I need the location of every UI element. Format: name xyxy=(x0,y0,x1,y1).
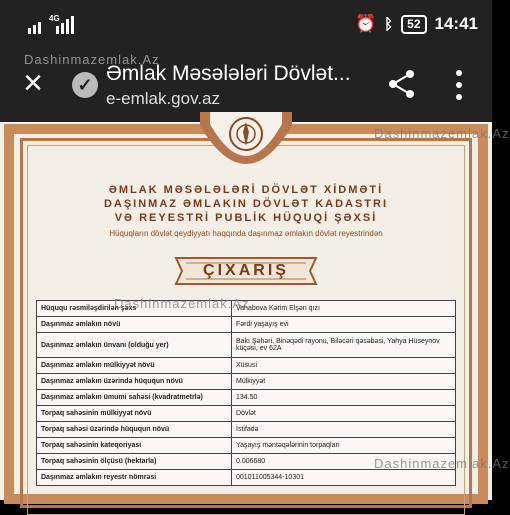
document-title: ÇIXARIŞ xyxy=(203,262,289,279)
field-value: Xüsusi xyxy=(232,358,456,374)
share-icon[interactable] xyxy=(386,68,418,100)
field-value: Bakı Şəhəri, Binəqədi rayonu, Biləcəri qəsəbəsi, Yahya Hüseynov küçəsi, ev 62A xyxy=(232,333,456,358)
watermark: Dashinmazemlak.Az xyxy=(114,296,250,311)
verified-site-icon[interactable]: ✓ xyxy=(72,72,98,98)
heading-line-1: ƏMLAK MƏSƏLƏLƏRİ DÖVLƏT XİDMƏTİ xyxy=(108,184,384,196)
field-label: Daşınmaz əmlakın reyestr nömrəsi xyxy=(37,470,232,486)
field-label: Torpaq sahəsi üzərində hüququn növü xyxy=(37,422,232,438)
field-label: Torpaq sahəsinin kateqoriyası xyxy=(37,438,232,454)
table-row xyxy=(37,390,456,406)
field-value: 134.50 xyxy=(232,390,456,406)
field-value: Yaşayış məntəqələrinin torpaqları xyxy=(232,438,456,454)
field-label: Daşınmaz əmlakın ünvanı (olduğu yer) xyxy=(37,333,232,358)
field-label: Hüququ rəsmiləşdirilən şəxs xyxy=(37,301,232,317)
field-label: Daşınmaz əmlakın üzərində hüququn növü xyxy=(37,374,232,390)
table-row xyxy=(37,438,456,454)
heading-line-3: VƏ REYESTRİ PUBLİK HÜQUQİ ŞƏXSİ xyxy=(114,212,378,224)
field-value: Mülkiyyət xyxy=(232,374,456,390)
network-type: 4G xyxy=(49,14,60,23)
document-image xyxy=(0,122,510,500)
table-row xyxy=(37,374,456,390)
field-value: Dövlət xyxy=(232,406,456,422)
field-value: İstifadə xyxy=(232,422,456,438)
watermark: Dashinmazemlak.Az xyxy=(374,126,510,141)
close-icon[interactable]: × xyxy=(23,64,43,102)
heading-line-2: DAŞINMAZ ƏMLAKIN DÖVLƏT KADASTRI xyxy=(103,198,389,210)
field-label: Daşınmaz əmlakın mülkiyyət növü xyxy=(37,358,232,374)
bluetooth-icon: ᛒ xyxy=(384,15,394,33)
field-value: Vahabova Kərim Elşən qızı xyxy=(232,301,456,317)
field-label: Daşınmaz əmlakın ümumi sahəsi (kvadratmetrlə) xyxy=(37,390,232,406)
table-row xyxy=(37,406,456,422)
table-row xyxy=(37,470,456,486)
watermark: Dashinmazemlak.Az xyxy=(24,52,160,67)
table-row xyxy=(37,422,456,438)
subheading: Hüquqların dövlət qeydiyyatı haqqında daşınmaz əmlakın dövlət reyestrindən xyxy=(109,229,383,238)
field-label: Torpaq sahəsinin ölçüsü (hektarla) xyxy=(37,454,232,470)
table-row xyxy=(37,333,456,358)
field-value: Fərdi yaşayış evi xyxy=(232,317,456,333)
watermark: Dashinmazemlak.Az xyxy=(374,456,510,471)
table-row xyxy=(37,358,456,374)
table-row xyxy=(37,317,456,333)
field-label: Daşınmaz əmlakın növü xyxy=(37,317,232,333)
field-label: Torpaq sahəsinin mülkiyyət növü xyxy=(37,406,232,422)
page-title: Əmlak Məsələləri Dövlət... xyxy=(106,62,351,85)
battery-indicator: 52 xyxy=(401,15,426,34)
clock: 14:41 xyxy=(434,14,478,33)
status-bar xyxy=(0,0,492,52)
page-url[interactable]: e-emlak.gov.az xyxy=(106,89,221,108)
state-emblem xyxy=(196,112,296,180)
field-value: 001011005344-10301 xyxy=(232,470,456,486)
alarm-icon: ⏰ xyxy=(354,14,377,33)
more-options-icon[interactable] xyxy=(452,68,466,102)
field-value: 0.006680 xyxy=(232,454,456,470)
